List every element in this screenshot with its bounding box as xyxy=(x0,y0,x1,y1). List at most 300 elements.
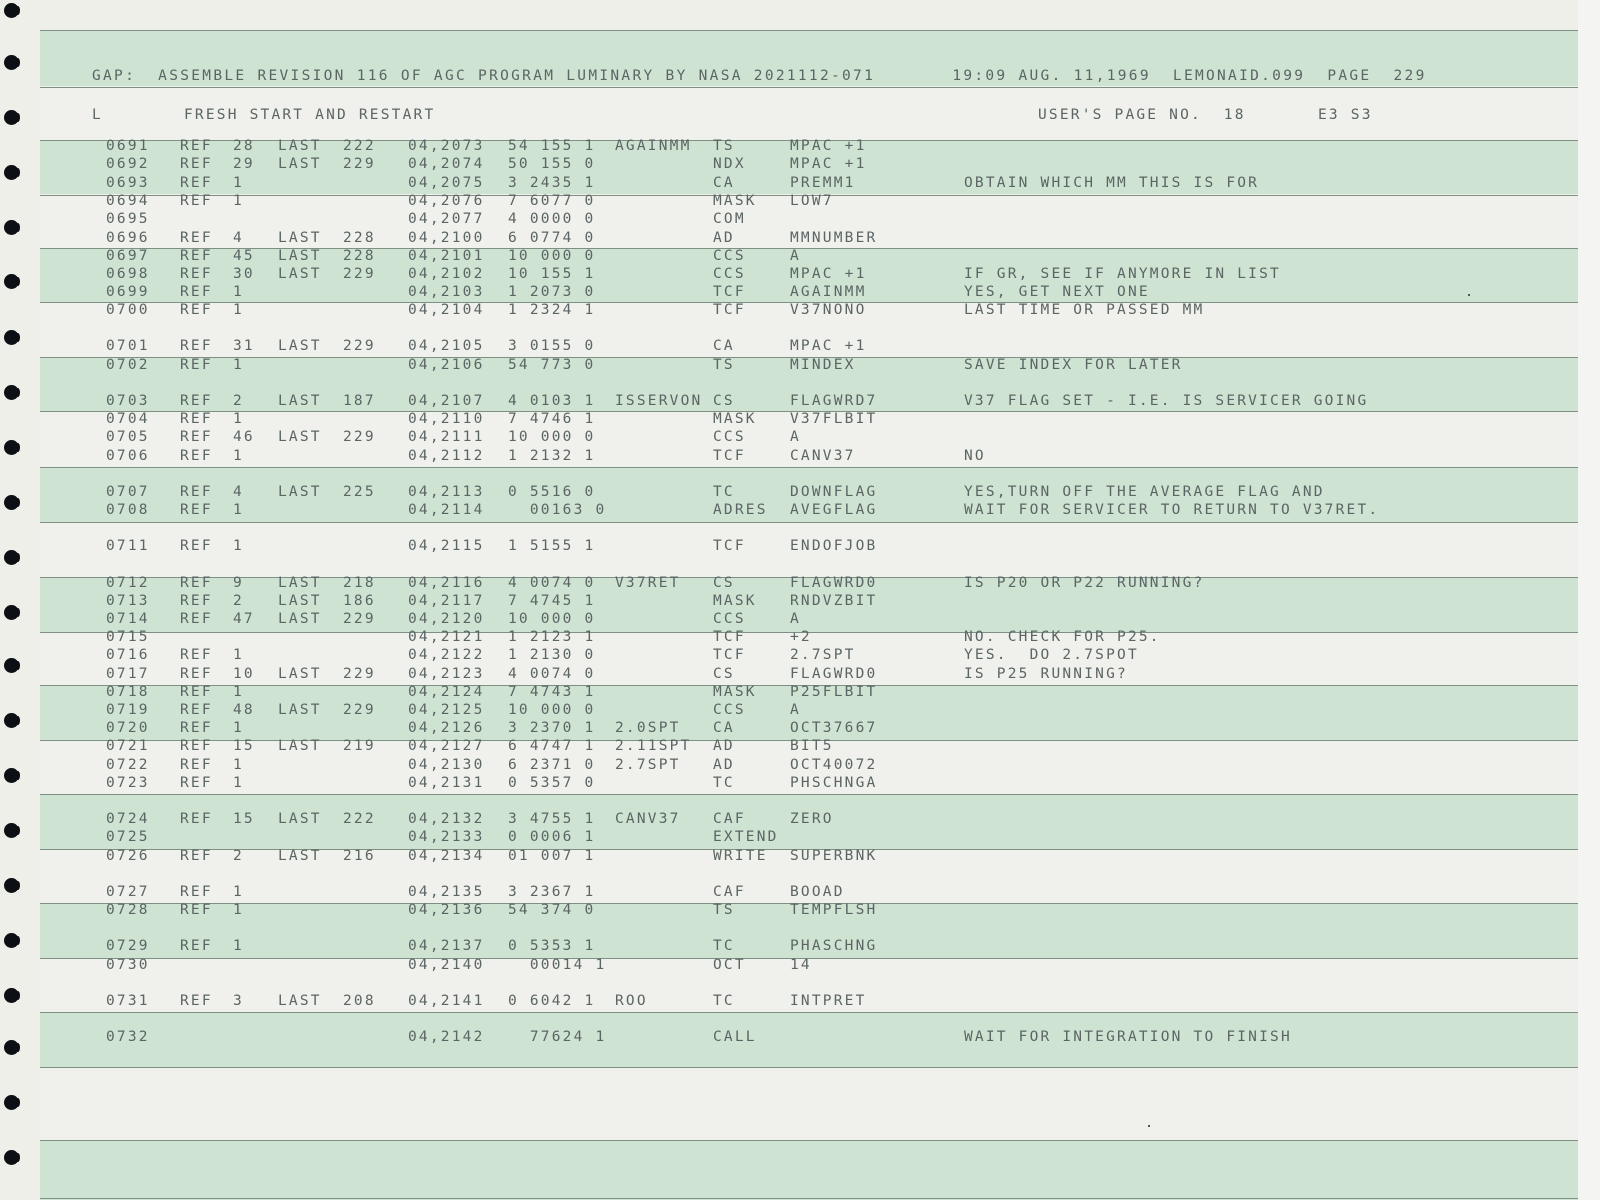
machine-code: 0 5353 1 xyxy=(508,938,596,954)
address: 04,2074 xyxy=(408,156,485,172)
binder-hole xyxy=(4,550,19,565)
opcode: AD xyxy=(713,757,735,773)
opcode: TC xyxy=(713,484,735,500)
opcode: CA xyxy=(713,338,735,354)
binder-hole xyxy=(4,933,19,948)
ref-tag: REF xyxy=(180,248,213,264)
band-rule xyxy=(40,1198,1578,1199)
comment: WAIT FOR INTEGRATION TO FINISH xyxy=(964,1029,1292,1045)
operand: P25FLBIT xyxy=(790,684,878,700)
ref-tag: REF xyxy=(180,357,213,373)
line-number: 0696 xyxy=(106,230,150,246)
line-number: 0705 xyxy=(106,429,150,445)
line-number: 0724 xyxy=(106,811,150,827)
machine-code: 3 2370 1 xyxy=(508,720,596,736)
last-tag: LAST xyxy=(278,666,322,682)
ref-count: 9 xyxy=(233,575,244,591)
comment: OBTAIN WHICH MM THIS IS FOR xyxy=(964,175,1260,191)
ref-count: 29 xyxy=(233,156,255,172)
operand: MPAC +1 xyxy=(790,156,867,172)
binder-hole xyxy=(4,658,19,673)
comment: LAST TIME OR PASSED MM xyxy=(964,302,1205,318)
ref-count: 1 xyxy=(233,720,244,736)
page-code: E3 S3 xyxy=(1318,107,1373,123)
operand: A xyxy=(790,248,801,264)
last-tag: LAST xyxy=(278,575,322,591)
ref-count: 1 xyxy=(233,284,244,300)
ref-tag: REF xyxy=(180,266,213,282)
line-number: 0729 xyxy=(106,938,150,954)
operand: RNDVZBIT xyxy=(790,593,878,609)
line-number: 0713 xyxy=(106,593,150,609)
last-page: 186 xyxy=(343,593,376,609)
operand: DOWNFLAG xyxy=(790,484,878,500)
operand: BOOAD xyxy=(790,884,845,900)
line-number: 0712 xyxy=(106,575,150,591)
operand: 14 xyxy=(790,957,812,973)
machine-code: 54 155 1 xyxy=(508,138,596,154)
last-page: 229 xyxy=(343,429,376,445)
opcode: TCF xyxy=(713,629,746,645)
operand: OCT40072 xyxy=(790,757,878,773)
last-page: 229 xyxy=(343,666,376,682)
last-page: 218 xyxy=(343,575,376,591)
line-number: 0701 xyxy=(106,338,150,354)
operand: A xyxy=(790,429,801,445)
machine-code: 6 4747 1 xyxy=(508,738,596,754)
ref-count: 1 xyxy=(233,757,244,773)
operand: AGAINMM xyxy=(790,284,867,300)
binder-hole xyxy=(4,165,19,180)
machine-code: 50 155 0 xyxy=(508,156,596,172)
machine-code: 01 007 1 xyxy=(508,848,596,864)
band-rule xyxy=(40,1140,1578,1141)
opcode: CS xyxy=(713,575,735,591)
ref-count: 30 xyxy=(233,266,255,282)
last-tag: LAST xyxy=(278,156,322,172)
operand: ENDOFJOB xyxy=(790,538,878,554)
line-number: 0726 xyxy=(106,848,150,864)
ref-tag: REF xyxy=(180,484,213,500)
line-number: 0725 xyxy=(106,829,150,845)
address: 04,2103 xyxy=(408,284,485,300)
line-number: 0716 xyxy=(106,647,150,663)
machine-code: 77624 1 xyxy=(508,1029,607,1045)
comment: V37 FLAG SET - I.E. IS SERVICER GOING xyxy=(964,393,1369,409)
ref-count: 1 xyxy=(233,884,244,900)
ref-count: 10 xyxy=(233,666,255,682)
machine-code: 3 2367 1 xyxy=(508,884,596,900)
symbol-label: V37RET xyxy=(615,575,681,591)
comment: YES,TURN OFF THE AVERAGE FLAG AND xyxy=(964,484,1325,500)
binder-hole xyxy=(4,1150,19,1165)
ref-tag: REF xyxy=(180,138,213,154)
ref-count: 47 xyxy=(233,611,255,627)
ref-tag: REF xyxy=(180,684,213,700)
opcode: CAF xyxy=(713,811,746,827)
opcode: CS xyxy=(713,393,735,409)
symbol-label: CANV37 xyxy=(615,811,681,827)
comment: WAIT FOR SERVICER TO RETURN TO V37RET. xyxy=(964,502,1380,518)
comment: YES. DO 2.7SPOT xyxy=(964,647,1139,663)
machine-code: 00014 1 xyxy=(508,957,607,973)
binder-hole xyxy=(4,3,19,18)
operand: V37FLBIT xyxy=(790,411,878,427)
opcode: CCS xyxy=(713,266,746,282)
line-number: 0706 xyxy=(106,448,150,464)
ref-count: 1 xyxy=(233,938,244,954)
ref-tag: REF xyxy=(180,647,213,663)
machine-code: 4 0000 0 xyxy=(508,211,596,227)
binder-hole xyxy=(4,1040,19,1055)
address: 04,2111 xyxy=(408,429,485,445)
machine-code: 00163 0 xyxy=(508,502,607,518)
line-number: 0719 xyxy=(106,702,150,718)
address: 04,2077 xyxy=(408,211,485,227)
operand: MMNUMBER xyxy=(790,230,878,246)
print-speck xyxy=(1148,1125,1150,1127)
line-number: 0704 xyxy=(106,411,150,427)
opcode: CS xyxy=(713,666,735,682)
comment: IS P25 RUNNING? xyxy=(964,666,1128,682)
line-number: 0728 xyxy=(106,902,150,918)
operand: LOW7 xyxy=(790,193,834,209)
ref-count: 1 xyxy=(233,193,244,209)
ref-tag: REF xyxy=(180,338,213,354)
ref-tag: REF xyxy=(180,757,213,773)
operand: SUPERBNK xyxy=(790,848,878,864)
last-page: 222 xyxy=(343,138,376,154)
machine-code: 54 374 0 xyxy=(508,902,596,918)
ref-count: 1 xyxy=(233,538,244,554)
address: 04,2110 xyxy=(408,411,485,427)
line-number: 0695 xyxy=(106,211,150,227)
line-number: 0693 xyxy=(106,175,150,191)
ref-count: 28 xyxy=(233,138,255,154)
ref-count: 1 xyxy=(233,302,244,318)
ref-tag: REF xyxy=(180,938,213,954)
line-number: 0731 xyxy=(106,993,150,1009)
band-rule xyxy=(40,30,1578,31)
ref-tag: REF xyxy=(180,902,213,918)
symbol-label: ROO xyxy=(615,993,648,1009)
ref-tag: REF xyxy=(180,538,213,554)
address: 04,2115 xyxy=(408,538,485,554)
ref-tag: REF xyxy=(180,738,213,754)
band-rule xyxy=(40,522,1578,523)
last-page: 228 xyxy=(343,248,376,264)
address: 04,2114 xyxy=(408,502,485,518)
machine-code: 1 2132 1 xyxy=(508,448,596,464)
address: 04,2126 xyxy=(408,720,485,736)
opcode: TCF xyxy=(713,448,746,464)
operand: CANV37 xyxy=(790,448,856,464)
ref-tag: REF xyxy=(180,448,213,464)
address: 04,2102 xyxy=(408,266,485,282)
comment: YES, GET NEXT ONE xyxy=(964,284,1150,300)
last-tag: LAST xyxy=(278,338,322,354)
line-number: 0700 xyxy=(106,302,150,318)
operand: A xyxy=(790,611,801,627)
operand: +2 xyxy=(790,629,812,645)
ref-tag: REF xyxy=(180,230,213,246)
binder-hole xyxy=(4,274,19,289)
line-number: 0692 xyxy=(106,156,150,172)
opcode: TS xyxy=(713,138,735,154)
line-number: 0694 xyxy=(106,193,150,209)
last-tag: LAST xyxy=(278,702,322,718)
address: 04,2116 xyxy=(408,575,485,591)
listing-header: GAP: ASSEMBLE REVISION 116 OF AGC PROGRAM LUMINARY BY NASA 2021112-071 19:09 AUG. 11,1969 LEMONAID.099 PAGE 229 xyxy=(92,68,1427,84)
comment: NO. CHECK FOR P25. xyxy=(964,629,1161,645)
last-tag: LAST xyxy=(278,611,322,627)
band-rule xyxy=(40,248,1578,249)
opcode: TCF xyxy=(713,538,746,554)
ref-count: 3 xyxy=(233,993,244,1009)
band-rule xyxy=(40,1067,1578,1068)
machine-code: 1 2073 0 xyxy=(508,284,596,300)
address: 04,2131 xyxy=(408,775,485,791)
operand: TEMPFLSH xyxy=(790,902,878,918)
ref-count: 45 xyxy=(233,248,255,264)
opcode: EXTEND xyxy=(713,829,779,845)
machine-code: 4 0074 0 xyxy=(508,575,596,591)
binder-hole xyxy=(4,495,19,510)
machine-code: 3 2435 1 xyxy=(508,175,596,191)
line-number: 0717 xyxy=(106,666,150,682)
binder-hole xyxy=(4,440,19,455)
green-band xyxy=(40,1140,1578,1200)
band-rule xyxy=(40,87,1578,88)
line-number: 0691 xyxy=(106,138,150,154)
comment: IS P20 OR P22 RUNNING? xyxy=(964,575,1205,591)
operand: 2.7SPT xyxy=(790,647,856,663)
operand: ZERO xyxy=(790,811,834,827)
machine-code: 10 000 0 xyxy=(508,611,596,627)
symbol-label: AGAINMM xyxy=(615,138,692,154)
ref-tag: REF xyxy=(180,302,213,318)
line-number: 0718 xyxy=(106,684,150,700)
opcode: CA xyxy=(713,720,735,736)
ref-tag: REF xyxy=(180,575,213,591)
last-tag: LAST xyxy=(278,848,322,864)
address: 04,2101 xyxy=(408,248,485,264)
comment: IF GR, SEE IF ANYMORE IN LIST xyxy=(964,266,1281,282)
line-number: 0714 xyxy=(106,611,150,627)
ref-count: 2 xyxy=(233,393,244,409)
ref-tag: REF xyxy=(180,175,213,191)
line-number: 0703 xyxy=(106,393,150,409)
print-speck xyxy=(1468,294,1470,296)
opcode: TS xyxy=(713,357,735,373)
machine-code: 7 4746 1 xyxy=(508,411,596,427)
last-page: 187 xyxy=(343,393,376,409)
opcode: CCS xyxy=(713,702,746,718)
address: 04,2120 xyxy=(408,611,485,627)
ref-tag: REF xyxy=(180,193,213,209)
last-tag: LAST xyxy=(278,484,322,500)
last-page: 208 xyxy=(343,993,376,1009)
line-number: 0720 xyxy=(106,720,150,736)
address: 04,2140 xyxy=(408,957,485,973)
operand: MINDEX xyxy=(790,357,856,373)
last-tag: LAST xyxy=(278,993,322,1009)
address: 04,2130 xyxy=(408,757,485,773)
symbol-label: ISSERVON xyxy=(615,393,703,409)
operand: PREMM1 xyxy=(790,175,856,191)
ref-count: 1 xyxy=(233,502,244,518)
machine-code: 7 4743 1 xyxy=(508,684,596,700)
operand: MPAC +1 xyxy=(790,266,867,282)
last-tag: LAST xyxy=(278,738,322,754)
address: 04,2124 xyxy=(408,684,485,700)
machine-code: 6 0774 0 xyxy=(508,230,596,246)
ref-tag: REF xyxy=(180,775,213,791)
last-tag: LAST xyxy=(278,266,322,282)
last-page: 222 xyxy=(343,811,376,827)
address: 04,2113 xyxy=(408,484,485,500)
operand: FLAGWRD0 xyxy=(790,666,878,682)
machine-code: 0 6042 1 xyxy=(508,993,596,1009)
line-number: 0707 xyxy=(106,484,150,500)
ref-tag: REF xyxy=(180,993,213,1009)
operand: V37NONO xyxy=(790,302,867,318)
ref-count: 15 xyxy=(233,738,255,754)
address: 04,2075 xyxy=(408,175,485,191)
opcode: TCF xyxy=(713,302,746,318)
opcode: TC xyxy=(713,938,735,954)
ref-tag: REF xyxy=(180,848,213,864)
address: 04,2076 xyxy=(408,193,485,209)
address: 04,2121 xyxy=(408,629,485,645)
ref-tag: REF xyxy=(180,884,213,900)
ref-count: 15 xyxy=(233,811,255,827)
ref-count: 1 xyxy=(233,411,244,427)
ref-count: 1 xyxy=(233,357,244,373)
binder-hole xyxy=(4,330,19,345)
opcode: OCT xyxy=(713,957,746,973)
last-page: 225 xyxy=(343,484,376,500)
line-number: 0723 xyxy=(106,775,150,791)
binder-hole xyxy=(4,768,19,783)
last-tag: LAST xyxy=(278,248,322,264)
symbol-label: 2.0SPT xyxy=(615,720,681,736)
last-page: 228 xyxy=(343,230,376,246)
ref-tag: REF xyxy=(180,156,213,172)
operand: OCT37667 xyxy=(790,720,878,736)
machine-code: 10 155 1 xyxy=(508,266,596,282)
binder-hole xyxy=(4,823,19,838)
machine-code: 1 2324 1 xyxy=(508,302,596,318)
address: 04,2100 xyxy=(408,230,485,246)
operand: PHSCHNGA xyxy=(790,775,878,791)
machine-code: 10 000 0 xyxy=(508,702,596,718)
address: 04,2132 xyxy=(408,811,485,827)
line-number: 0727 xyxy=(106,884,150,900)
last-tag: LAST xyxy=(278,429,322,445)
ref-count: 1 xyxy=(233,775,244,791)
ref-count: 46 xyxy=(233,429,255,445)
address: 04,2134 xyxy=(408,848,485,864)
ref-tag: REF xyxy=(180,393,213,409)
line-number: 0708 xyxy=(106,502,150,518)
address: 04,2104 xyxy=(408,302,485,318)
opcode: COM xyxy=(713,211,746,227)
last-tag: LAST xyxy=(278,138,322,154)
machine-code: 4 0103 1 xyxy=(508,393,596,409)
opcode: NDX xyxy=(713,156,746,172)
machine-code: 1 5155 1 xyxy=(508,538,596,554)
address: 04,2117 xyxy=(408,593,485,609)
last-page: 216 xyxy=(343,848,376,864)
ref-tag: REF xyxy=(180,611,213,627)
opcode: TC xyxy=(713,993,735,1009)
ref-count: 48 xyxy=(233,702,255,718)
address: 04,2112 xyxy=(408,448,485,464)
log-marker: L xyxy=(92,107,103,123)
opcode: MASK xyxy=(713,684,757,700)
ref-count: 1 xyxy=(233,175,244,191)
machine-code: 1 2130 0 xyxy=(508,647,596,663)
users-page-number: USER'S PAGE NO. 18 xyxy=(1038,107,1246,123)
ref-count: 2 xyxy=(233,593,244,609)
operand: MPAC +1 xyxy=(790,338,867,354)
address: 04,2106 xyxy=(408,357,485,373)
ref-tag: REF xyxy=(180,811,213,827)
ref-tag: REF xyxy=(180,702,213,718)
line-number: 0711 xyxy=(106,538,150,554)
address: 04,2135 xyxy=(408,884,485,900)
opcode: CAF xyxy=(713,884,746,900)
last-page: 229 xyxy=(343,338,376,354)
printout-page xyxy=(40,30,1578,1200)
opcode: AD xyxy=(713,230,735,246)
address: 04,2133 xyxy=(408,829,485,845)
last-page: 229 xyxy=(343,702,376,718)
address: 04,2122 xyxy=(408,647,485,663)
ref-count: 1 xyxy=(233,448,244,464)
symbol-label: 2.7SPT xyxy=(615,757,681,773)
last-tag: LAST xyxy=(278,593,322,609)
line-number: 0722 xyxy=(106,757,150,773)
ref-count: 4 xyxy=(233,484,244,500)
opcode: TCF xyxy=(713,284,746,300)
opcode: MASK xyxy=(713,593,757,609)
opcode: ADRES xyxy=(713,502,768,518)
last-tag: LAST xyxy=(278,230,322,246)
machine-code: 7 6077 0 xyxy=(508,193,596,209)
binder-hole xyxy=(4,988,19,1003)
ref-tag: REF xyxy=(180,411,213,427)
address: 04,2107 xyxy=(408,393,485,409)
opcode: MASK xyxy=(713,193,757,209)
address: 04,2123 xyxy=(408,666,485,682)
opcode: CCS xyxy=(713,429,746,445)
operand: PHASCHNG xyxy=(790,938,878,954)
ref-tag: REF xyxy=(180,284,213,300)
operand: INTPRET xyxy=(790,993,867,1009)
ref-count: 31 xyxy=(233,338,255,354)
opcode: CCS xyxy=(713,611,746,627)
binder-hole xyxy=(4,605,19,620)
ref-tag: REF xyxy=(180,502,213,518)
address: 04,2137 xyxy=(408,938,485,954)
ref-count: 1 xyxy=(233,684,244,700)
ref-count: 2 xyxy=(233,848,244,864)
opcode: CCS xyxy=(713,248,746,264)
ref-tag: REF xyxy=(180,429,213,445)
operand: BIT5 xyxy=(790,738,834,754)
